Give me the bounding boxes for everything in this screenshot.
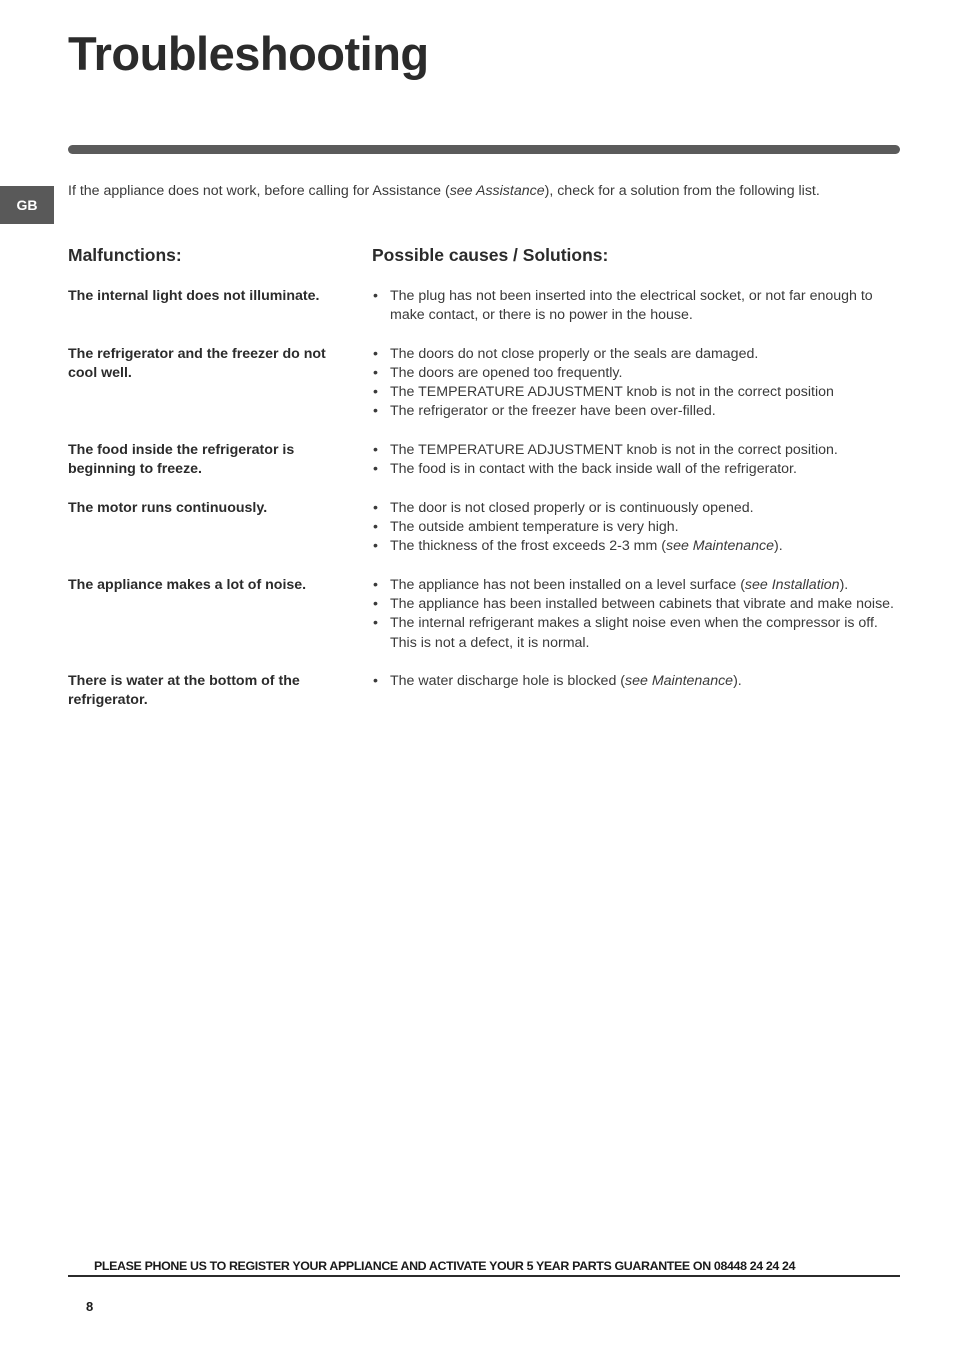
troubleshooting-row: [68, 672, 908, 711]
causes-list: [372, 576, 900, 653]
intro-text: If the appliance does not work, before calling for Assistance (: [68, 183, 450, 199]
cause-reference: see Maintenance: [625, 672, 734, 689]
cause-item: [372, 576, 900, 595]
causes-list: [372, 441, 900, 480]
cause-item: [372, 287, 900, 326]
malfunction-label: The appliance makes a lot of noise.: [68, 576, 307, 593]
malfunction-label: The refrigerator and the freezer do not cool well.: [68, 345, 326, 382]
cause-text-end: ).: [839, 576, 849, 593]
cause-item: [372, 441, 900, 460]
cause-text: The plug has not been inserted into the electrical socket, or not far enough to make contact, or there is no power in the house.: [390, 288, 873, 324]
language-tab: GB: [0, 186, 54, 224]
malfunction-label: The internal light does not illuminate.: [68, 288, 320, 304]
causes-list: [372, 499, 900, 557]
causes-list: [372, 345, 900, 422]
cause-text: The appliance has been installed between cabinets that vibrate and make noise.: [390, 595, 894, 612]
cause-item: [372, 537, 900, 556]
cause-item: [372, 345, 900, 364]
title-divider: [68, 145, 900, 154]
page-number: 8: [86, 1299, 94, 1314]
page-title: Troubleshooting: [68, 27, 429, 80]
cause-text: The internal refrigerant makes a slight noise even when the compressor is off. This is not a defect, it is normal.: [390, 615, 878, 651]
cause-text: The TEMPERATURE ADJUSTMENT knob is not in the correct position.: [390, 441, 838, 458]
cause-text: The doors are opened too frequently.: [390, 364, 623, 381]
troubleshooting-row: [68, 287, 908, 326]
cause-item: [372, 364, 900, 383]
cause-text: The water discharge hole is blocked (: [390, 672, 626, 689]
causes-heading: Possible causes / Solutions:: [372, 245, 609, 265]
footer-divider: [68, 1275, 900, 1277]
cause-text: The door is not closed properly or is continuously opened.: [390, 499, 754, 516]
troubleshooting-table: [68, 287, 908, 730]
cause-text: The thickness of the frost exceeds 2-3 mm (: [390, 538, 666, 555]
malfunctions-heading: Malfunctions:: [68, 245, 182, 265]
cause-item: [372, 383, 900, 402]
cause-item: [372, 460, 900, 479]
intro-reference: see Assistance: [449, 183, 545, 199]
cause-text: The refrigerator or the freezer have been over-filled.: [390, 403, 716, 420]
cause-text: The TEMPERATURE ADJUSTMENT knob is not in the correct position: [390, 384, 834, 401]
cause-item: [372, 402, 900, 421]
guarantee-notice: PLEASE PHONE US TO REGISTER YOUR APPLIANCE AND ACTIVATE YOUR 5 YEAR PARTS GUARANTEE ON 08448 24 24 24: [94, 1259, 796, 1273]
cause-text: The outside ambient temperature is very high.: [390, 519, 679, 536]
troubleshooting-row: [68, 499, 908, 557]
troubleshooting-row: [68, 441, 908, 480]
causes-list: [372, 672, 900, 711]
cause-text: The food is in contact with the back inside wall of the refrigerator.: [390, 461, 797, 478]
cause-item: [372, 614, 900, 653]
cause-item: [372, 518, 900, 537]
causes-list: [372, 287, 900, 326]
intro-text-end: ), check for a solution from the following list.: [544, 183, 820, 199]
cause-reference: see Maintenance: [665, 538, 775, 555]
cause-text-end: ).: [774, 538, 783, 555]
troubleshooting-row: [68, 576, 908, 653]
cause-item: [372, 499, 900, 518]
cause-text: The doors do not close properly or the seals are damaged.: [390, 345, 759, 362]
cause-text: The appliance has not been installed on a level surface (: [390, 576, 745, 593]
intro-paragraph: [68, 182, 908, 200]
cause-item: [372, 595, 900, 614]
malfunction-label: The food inside the refrigerator is beginning to freeze.: [68, 441, 295, 478]
cause-text-end: ).: [733, 672, 742, 689]
troubleshooting-row: [68, 345, 908, 422]
malfunction-label: There is water at the bottom of the refrigerator.: [68, 672, 300, 709]
malfunction-label: The motor runs continuously.: [68, 499, 268, 516]
cause-item: [372, 672, 900, 691]
cause-reference: see Installation: [744, 576, 840, 593]
